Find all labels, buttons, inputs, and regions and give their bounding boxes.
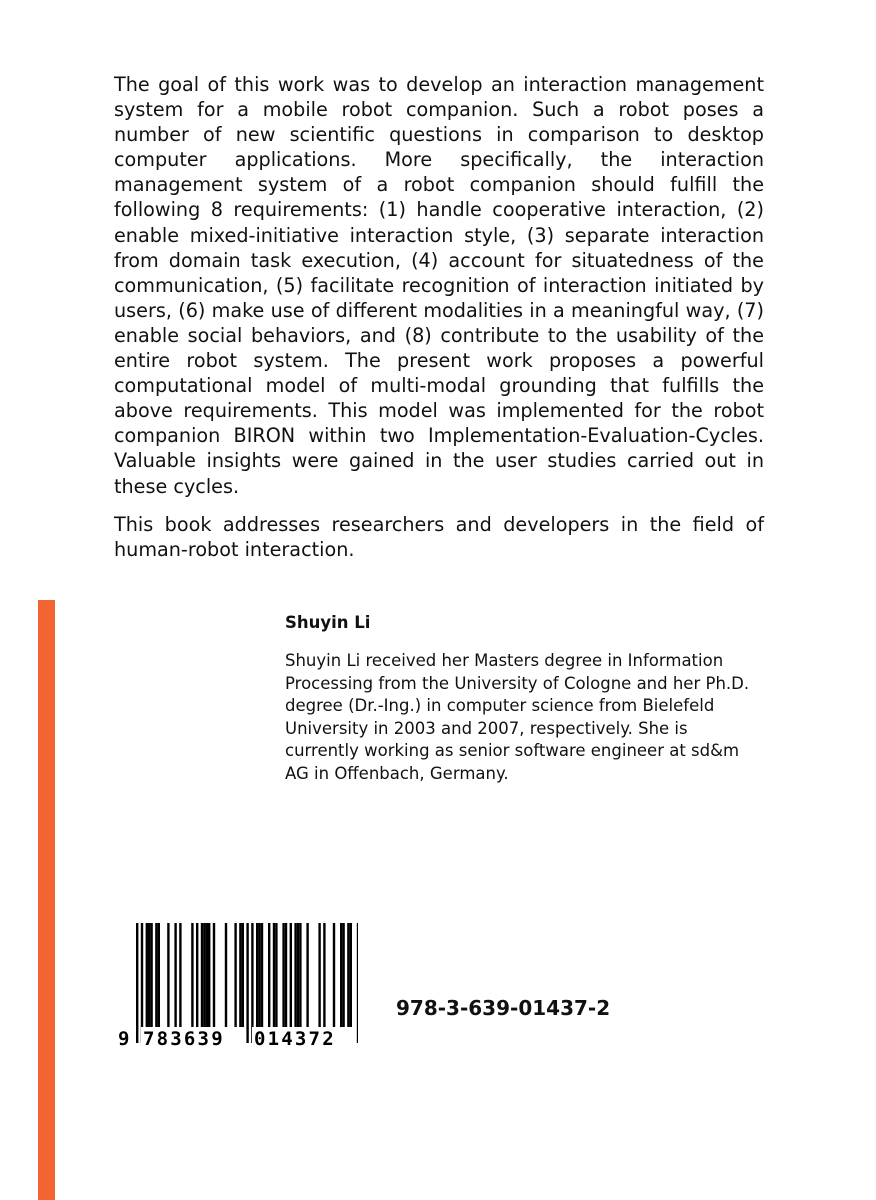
barcode-bar [179,923,181,1027]
barcode-bar [256,923,258,1027]
barcode-bar [290,923,292,1027]
barcode-guard-bar [141,923,143,1043]
author-bio: Shuyin Li received her Masters degree in Information Processing from the University of Cologne and her Ph.D. degree (Dr.-Ing.) in computer science from Bielefeld University in 2003 and 2007, respectively. She is currently working as senior software engineer at sd&m AG in Offenbach, Germany. [285,651,750,783]
barcode-bar [299,923,301,1027]
barcode-guard-bar [251,923,253,1043]
barcode-bar [150,923,152,1027]
barcode-bar [347,923,349,1027]
barcode-bar [323,923,325,1027]
barcode-bar [275,923,277,1027]
barcode-bar [342,923,344,1027]
isbn-number: 978-3-639-01437-2 [396,996,611,1020]
barcode-bar [273,923,275,1027]
barcode-bar [225,923,227,1027]
barcode-bar [201,923,203,1027]
barcode-bar [306,923,308,1027]
barcode-bar [146,923,148,1027]
abstract-text [114,72,764,562]
barcode-guard-bar [136,923,138,1043]
barcode-right-digits: 014372 [254,1028,336,1050]
barcode-bar [196,923,198,1027]
barcode-bar [203,923,205,1027]
barcode-bar [261,923,263,1027]
barcode-bar [282,923,284,1027]
barcode-digits [118,1027,358,1051]
barcode-bar [333,923,335,1027]
barcode-bar [294,923,296,1027]
barcode-bar [191,923,193,1027]
barcode-guard-bar [357,923,358,1043]
barcode-bar [158,923,160,1027]
audience-paragraph: This book addresses researchers and developers in the field of human-robot interaction. [114,512,764,561]
author-name: Shuyin Li [285,613,371,632]
barcode-bar [213,923,215,1027]
barcode-bar [167,923,169,1027]
barcode-bar [297,923,299,1027]
author-section [285,612,785,785]
orange-accent-bar [38,600,55,1200]
isbn-barcode [118,923,358,1053]
barcode-bar [155,923,157,1027]
barcode-bar [206,923,208,1027]
abstract-paragraph: The goal of this work was to develop an interaction management system for a mobile robot companion. Such a robot poses a number of new scientific questions in comparison to desktop computer applications. More specifically, the interaction management system of a robot companion should fulfill the following 8 requirements: (1) handle cooperative interaction, (2) enable mixed-initiative interaction style, (3) separate interaction from domain task execution, (4) account for situatedness of the communication, (5) facilitate recognition of interaction initiated by users, (6) make use of different modalities in a meaningful way, (7) enable social behaviors, and (8) contribute to the usability of the entire robot system. The present work proposes a powerful computational model of multi-modal grounding that fulfills the above requirements. This model was implemented for the robot companion BIRON within two Implementation-Evaluation-Cycles. Valuable insights were gained in the user studies carried out in these cycles. [114,73,764,498]
barcode-left-digits: 783639 [143,1028,225,1050]
barcode-bar [234,923,236,1027]
barcode-first-digit: 9 [118,1028,130,1050]
barcode-bar [318,923,320,1027]
barcode-bar [239,923,241,1027]
barcode-guard-bar [246,923,248,1043]
barcode-bar [268,923,270,1027]
barcode-bar [285,923,287,1027]
barcode-bar [242,923,244,1027]
barcode-bar [174,923,176,1027]
barcode-bar [340,923,342,1027]
barcode-bar [258,923,260,1027]
barcode-bar [148,923,150,1027]
barcode-bar [208,923,210,1027]
barcode-bar [350,923,352,1027]
